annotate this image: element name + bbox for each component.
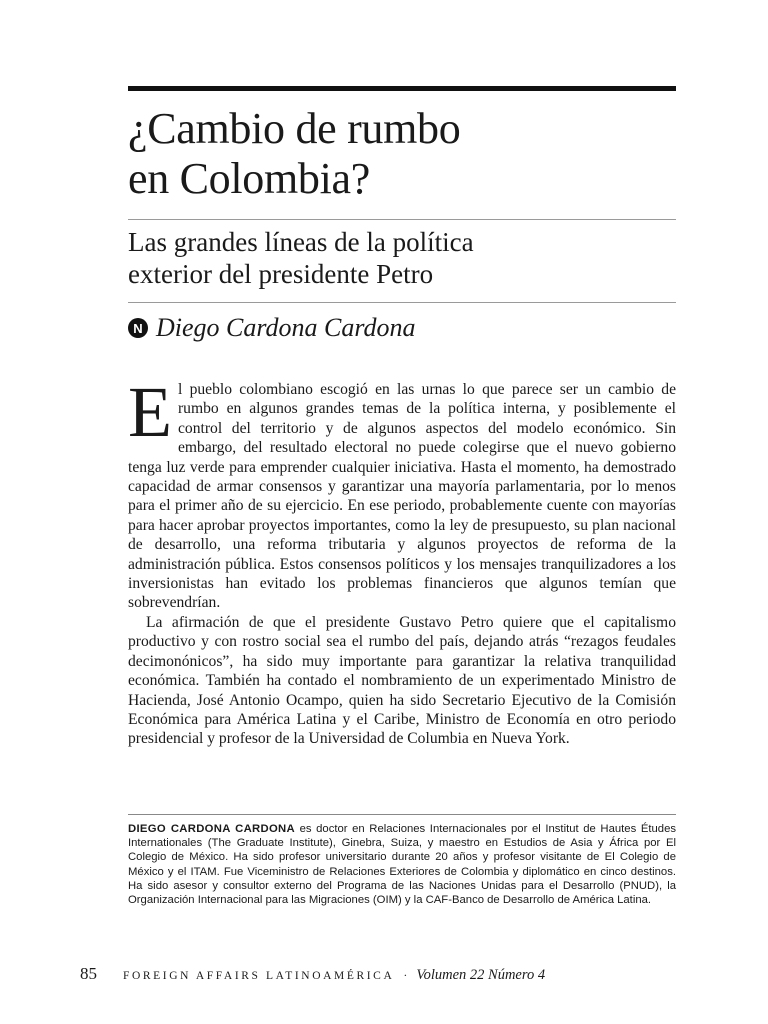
paragraph-2: La afirmación de que el presidente Gustavo Petro quiere que el capitalismo productivo y con rostro social sea el rumbo del país, dejando atrás “rezagos feudales decimonónicos”, ha sido muy importante para garantizar la relativa tranquilidad económica. También ha contado el nombramiento de un experimentado Ministro de Hacienda, José Antonio Ocampo, quien ha sido Secretario Ejecutivo de la Comisión Económica para América Latina y el Caribe, Ministro de Economía en otro periodo presidencial y profesor de la Universidad de Columbia en Nueva York.: [128, 613, 676, 748]
bio-text: es doctor en Relaciones Internacionales por el Institut de Hautes Études Internationales (The Graduate Institute), Ginebra, Suiza, y maestro en Estudios de Asia y África por El Colegio de México. Ha sido profesor universitario durante 20 años y profesor visitante de El Colegio de México y el ITAM. Fue Viceministro de Relaciones Exteriores de Colombia y diplomático en cinco destinos. Ha sido asesor y consultor externo del Programa de las Naciones Unidas para el Desarrollo (PNUD), la Organización Internacional para las Migraciones (OIM) y la CAF-Banco de Desarrollo de América Latina.: [128, 823, 676, 907]
author-badge-icon: N: [128, 318, 148, 338]
page-number: 85: [80, 964, 97, 983]
article-body: [128, 372, 676, 749]
journal-name: FOREIGN AFFAIRS LATINOAMÉRICA: [123, 970, 395, 982]
paragraph-1-text: l pueblo colombiano escogió en las urnas lo que parece ser un cambio de rumbo en algunos grandes temas de la política interna, y posiblemente el control del territorio y de algunos aspectos del modelo económico. Sin embargo, del resultado electoral no puede colegirse que el nuevo gobierno tenga luz verde para emprender cualquier iniciativa. Hasta el momento, ha demostrado capacidad de armar consensos y garantizar una mayoría parlamentaria, por lo menos para el primer año de su ejercicio. En ese periodo, probablemente cuente con mayorías para hacer aprobar proyectos importantes, como la ley de presupuesto, su plan nacional de desarrollo, una reforma tributaria y algunos proyectos de reforma de la administración pública. Estos consensos políticos y los mensajes tranquilizadores a los inversionistas han evitado los problemas financieros que algunos temían que sobrevendrían.: [128, 381, 676, 612]
page-footer: [80, 964, 545, 986]
volume-issue: Volumen 22 Número 4: [416, 967, 546, 983]
title-line-1: ¿Cambio de rumbo: [128, 104, 461, 153]
drop-cap: E: [128, 372, 172, 452]
subtitle-divider: [128, 302, 676, 303]
bio-divider: [128, 814, 676, 815]
title-divider: [128, 219, 676, 220]
article-title: [128, 104, 676, 204]
article-subtitle: [128, 226, 676, 290]
footer-separator: ·: [403, 968, 408, 982]
top-rule: [128, 86, 676, 91]
subtitle-line-1: Las grandes líneas de la política: [128, 227, 474, 257]
title-line-2: en Colombia?: [128, 154, 371, 203]
subtitle-line-2: exterior del presidente Petro: [128, 259, 434, 289]
bio-author-name: DIEGO CARDONA CARDONA: [128, 823, 295, 835]
author-byline: [128, 311, 416, 345]
paragraph-1: [128, 372, 676, 613]
author-bio: [128, 822, 676, 907]
author-name: Diego Cardona Cardona: [156, 313, 416, 342]
